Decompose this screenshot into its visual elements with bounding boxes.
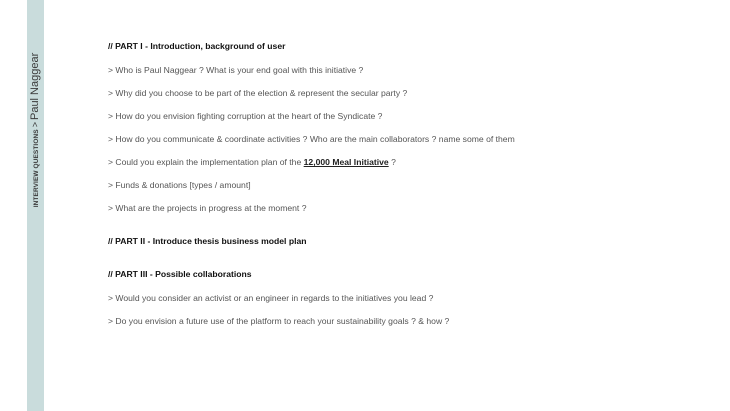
sidebar-person-name: Paul Naggear [29, 52, 41, 121]
sidebar-title [29, 53, 43, 208]
question-8: > Would you consider an activist or an engineer in regards to the initiatives you lead ? [108, 293, 434, 303]
part2-heading: // PART II - Introduce thesis business model plan [108, 236, 307, 246]
question-3: > How do you envision fighting corruption at the heart of the Syndicate ? [108, 111, 383, 121]
question-9: > Do you envision a future use of the platform to reach your sustainability goals ? & how ? [108, 316, 450, 326]
question-6: > Funds & donations [types / amount] [108, 180, 251, 190]
question-5 [108, 156, 708, 169]
question-4: > How do you communicate & coordinate activities ? Who are the main collaborators ? name some of them [108, 134, 515, 144]
question-5-prefix: > Could you explain the implementation plan of the [108, 157, 302, 167]
part3-heading: // PART III - Possible collaborations [108, 269, 252, 279]
part1-heading: // PART I - Introduction, background of user [108, 41, 286, 51]
question-2: > Why did you choose to be part of the election & represent the secular party ? [108, 88, 408, 98]
questions-content [108, 40, 708, 328]
question-5-suffix: ? [391, 157, 396, 167]
sidebar-separator: > [30, 122, 40, 128]
meal-initiative-link[interactable]: 12,000 Meal Initiative [303, 157, 389, 167]
sidebar-section-label: INTERVIEW QUESTIONS [33, 129, 40, 208]
question-1: > Who is Paul Naggear ? What is your end goal with this initiative ? [108, 65, 364, 75]
question-7: > What are the projects in progress at the moment ? [108, 203, 307, 213]
